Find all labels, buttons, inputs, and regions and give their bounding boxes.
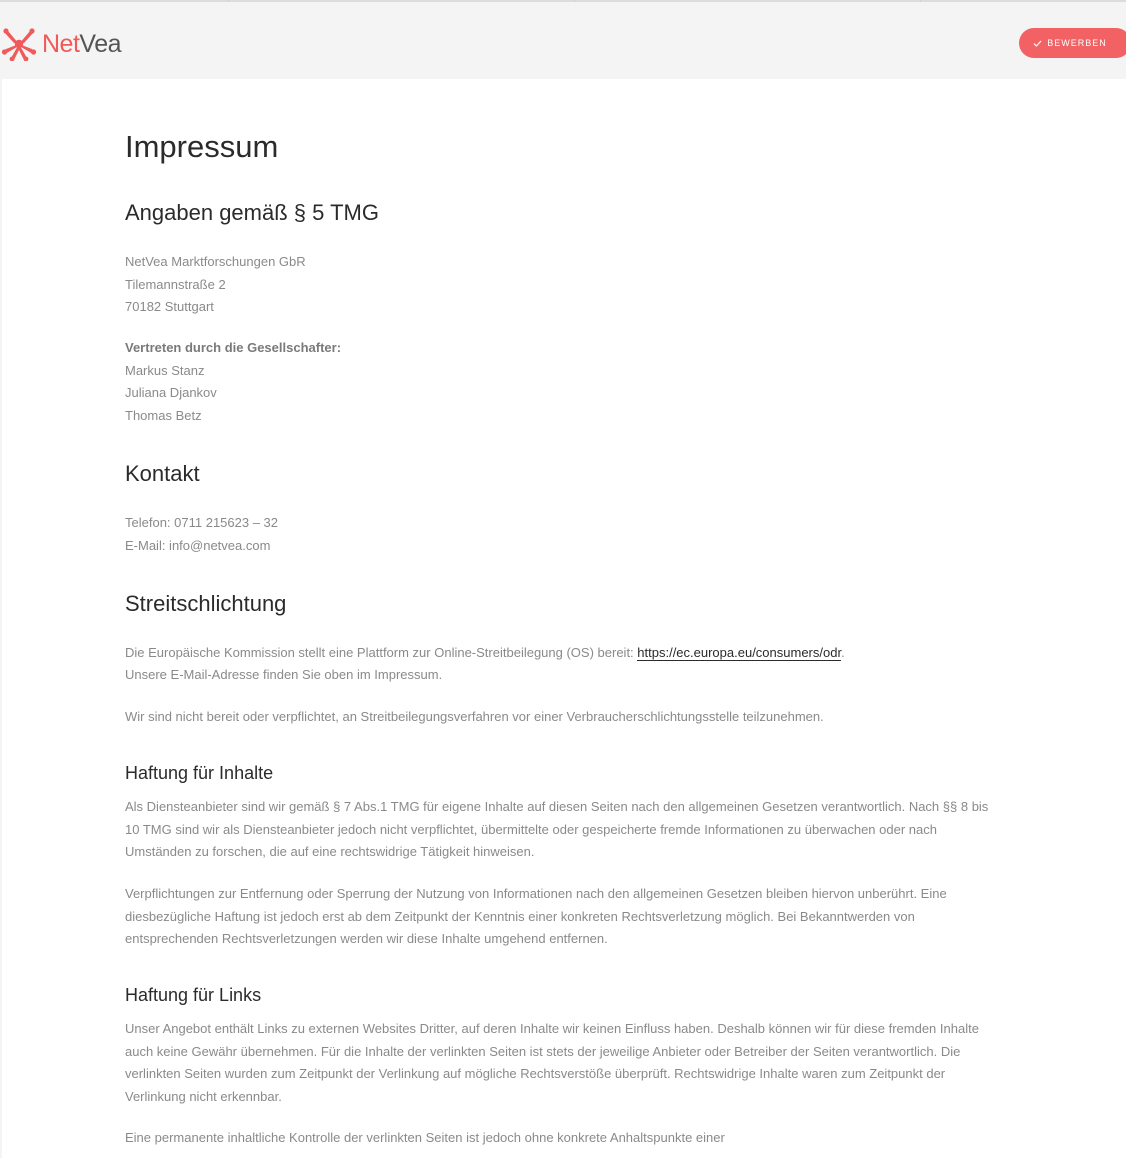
section-heading-link-liability: Haftung für Links [125,985,262,1005]
apply-button[interactable] [1019,28,1126,58]
dispute-email-note: Unsere E-Mail-Adresse finden Sie oben im Impressum. [125,667,443,682]
logo-wordmark-vea: Vea [79,30,122,58]
logo-wordmark-net: Net [42,30,80,58]
contact-phone: Telefon: 0711 215623 – 32 [125,515,279,530]
logo-wordmark [42,26,121,62]
netvea-logo-icon [2,27,36,61]
section-heading-content-liability: Haftung für Inhalte [125,763,274,783]
link-liability-paragraph: Eine permanente inhaltliche Kontrolle der verlinkten Seiten ist jedoch ohne konkrete Anhaltspunkte einer [125,1130,725,1145]
dispute-platform-period: . [841,645,845,660]
contact-email: E-Mail: info@netvea.com [125,538,271,553]
apply-button-label: BEWERBEN [1047,38,1107,48]
dispute-platform-text [125,642,845,665]
dispute-platform-intro: Die Europäische Kommission stellt eine Plattform zur Online-Streitbeilegung (OS) bereit: [125,645,638,660]
main-content [2,79,1126,1158]
section-heading-dispute: Streitschlichtung [125,591,287,616]
site-header [0,2,1126,79]
page-title: Impressum [125,129,279,164]
content-liability-paragraph: Als Diensteanbieter sind wir gemäß § 7 Abs.1 TMG für eigene Inhalte auf diesen Seiten nach den allgemeinen Gesetzen verantwortlich. Nach §§ 8 bis 10 TMG sind wir als Diensteanbieter jedoch nicht verpflichtet, übermittelte oder gespeicherte fremde Informationen zu überwachen oder nach Umständen zu forschen, die auf eine rechtswidrige Tätigkeit hinweisen. [125,799,989,860]
company-name: NetVea Marktforschungen GbR [125,254,306,269]
partner-name: Juliana Djankov [125,385,217,400]
partner-name: Thomas Betz [125,408,202,423]
site-logo[interactable] [2,26,121,62]
partner-name: Markus Stanz [125,363,205,378]
company-city: 70182 Stuttgart [125,299,214,314]
represented-label: Vertreten durch die Gesellschafter: [125,340,342,355]
content-liability-paragraph: Verpflichtungen zur Entfernung oder Sperrung der Nutzung von Informationen nach den allgemeinen Gesetzen bleiben hiervon unberührt. Eine diesbezügliche Haftung ist jedoch erst ab dem Zeitpunkt der Kenntnis einer konkreten Rechtsverletzung möglich. Bei Bekanntwerden von entsprechenden Rechtsverletzungen werden wir diese Inhalte umgehend entfernen. [125,886,947,947]
company-street: Tilemannstraße 2 [125,277,226,292]
section-heading-tmg: Angaben gemäß § 5 TMG [125,200,379,225]
section-heading-contact: Kontakt [125,461,200,486]
check-icon [1033,40,1042,47]
odr-link[interactable]: https://ec.europa.eu/consumers/odr [637,645,842,660]
dispute-participation-note: Wir sind nicht bereit oder verpflichtet, an Streitbeilegungsverfahren vor einer Verbraucherschlichtungsstelle teilzunehmen. [125,709,824,724]
link-liability-paragraph: Unser Angebot enthält Links zu externen Websites Dritter, auf deren Inhalte wir keinen Einfluss haben. Deshalb können wir für diese fremden Inhalte auch keine Gewähr übernehmen. Für die Inhalte der verlinkten Seiten ist stets der jeweilige Anbieter oder Betreiber der Seiten verantwortlich. Die verlinkten Seiten wurden zum Zeitpunkt der Verlinkung auf mögliche Rechtsverstöße überprüft. Rechtswidrige Inhalte waren zum Zeitpunkt der Verlinkung nicht erkennbar. [125,1021,979,1104]
